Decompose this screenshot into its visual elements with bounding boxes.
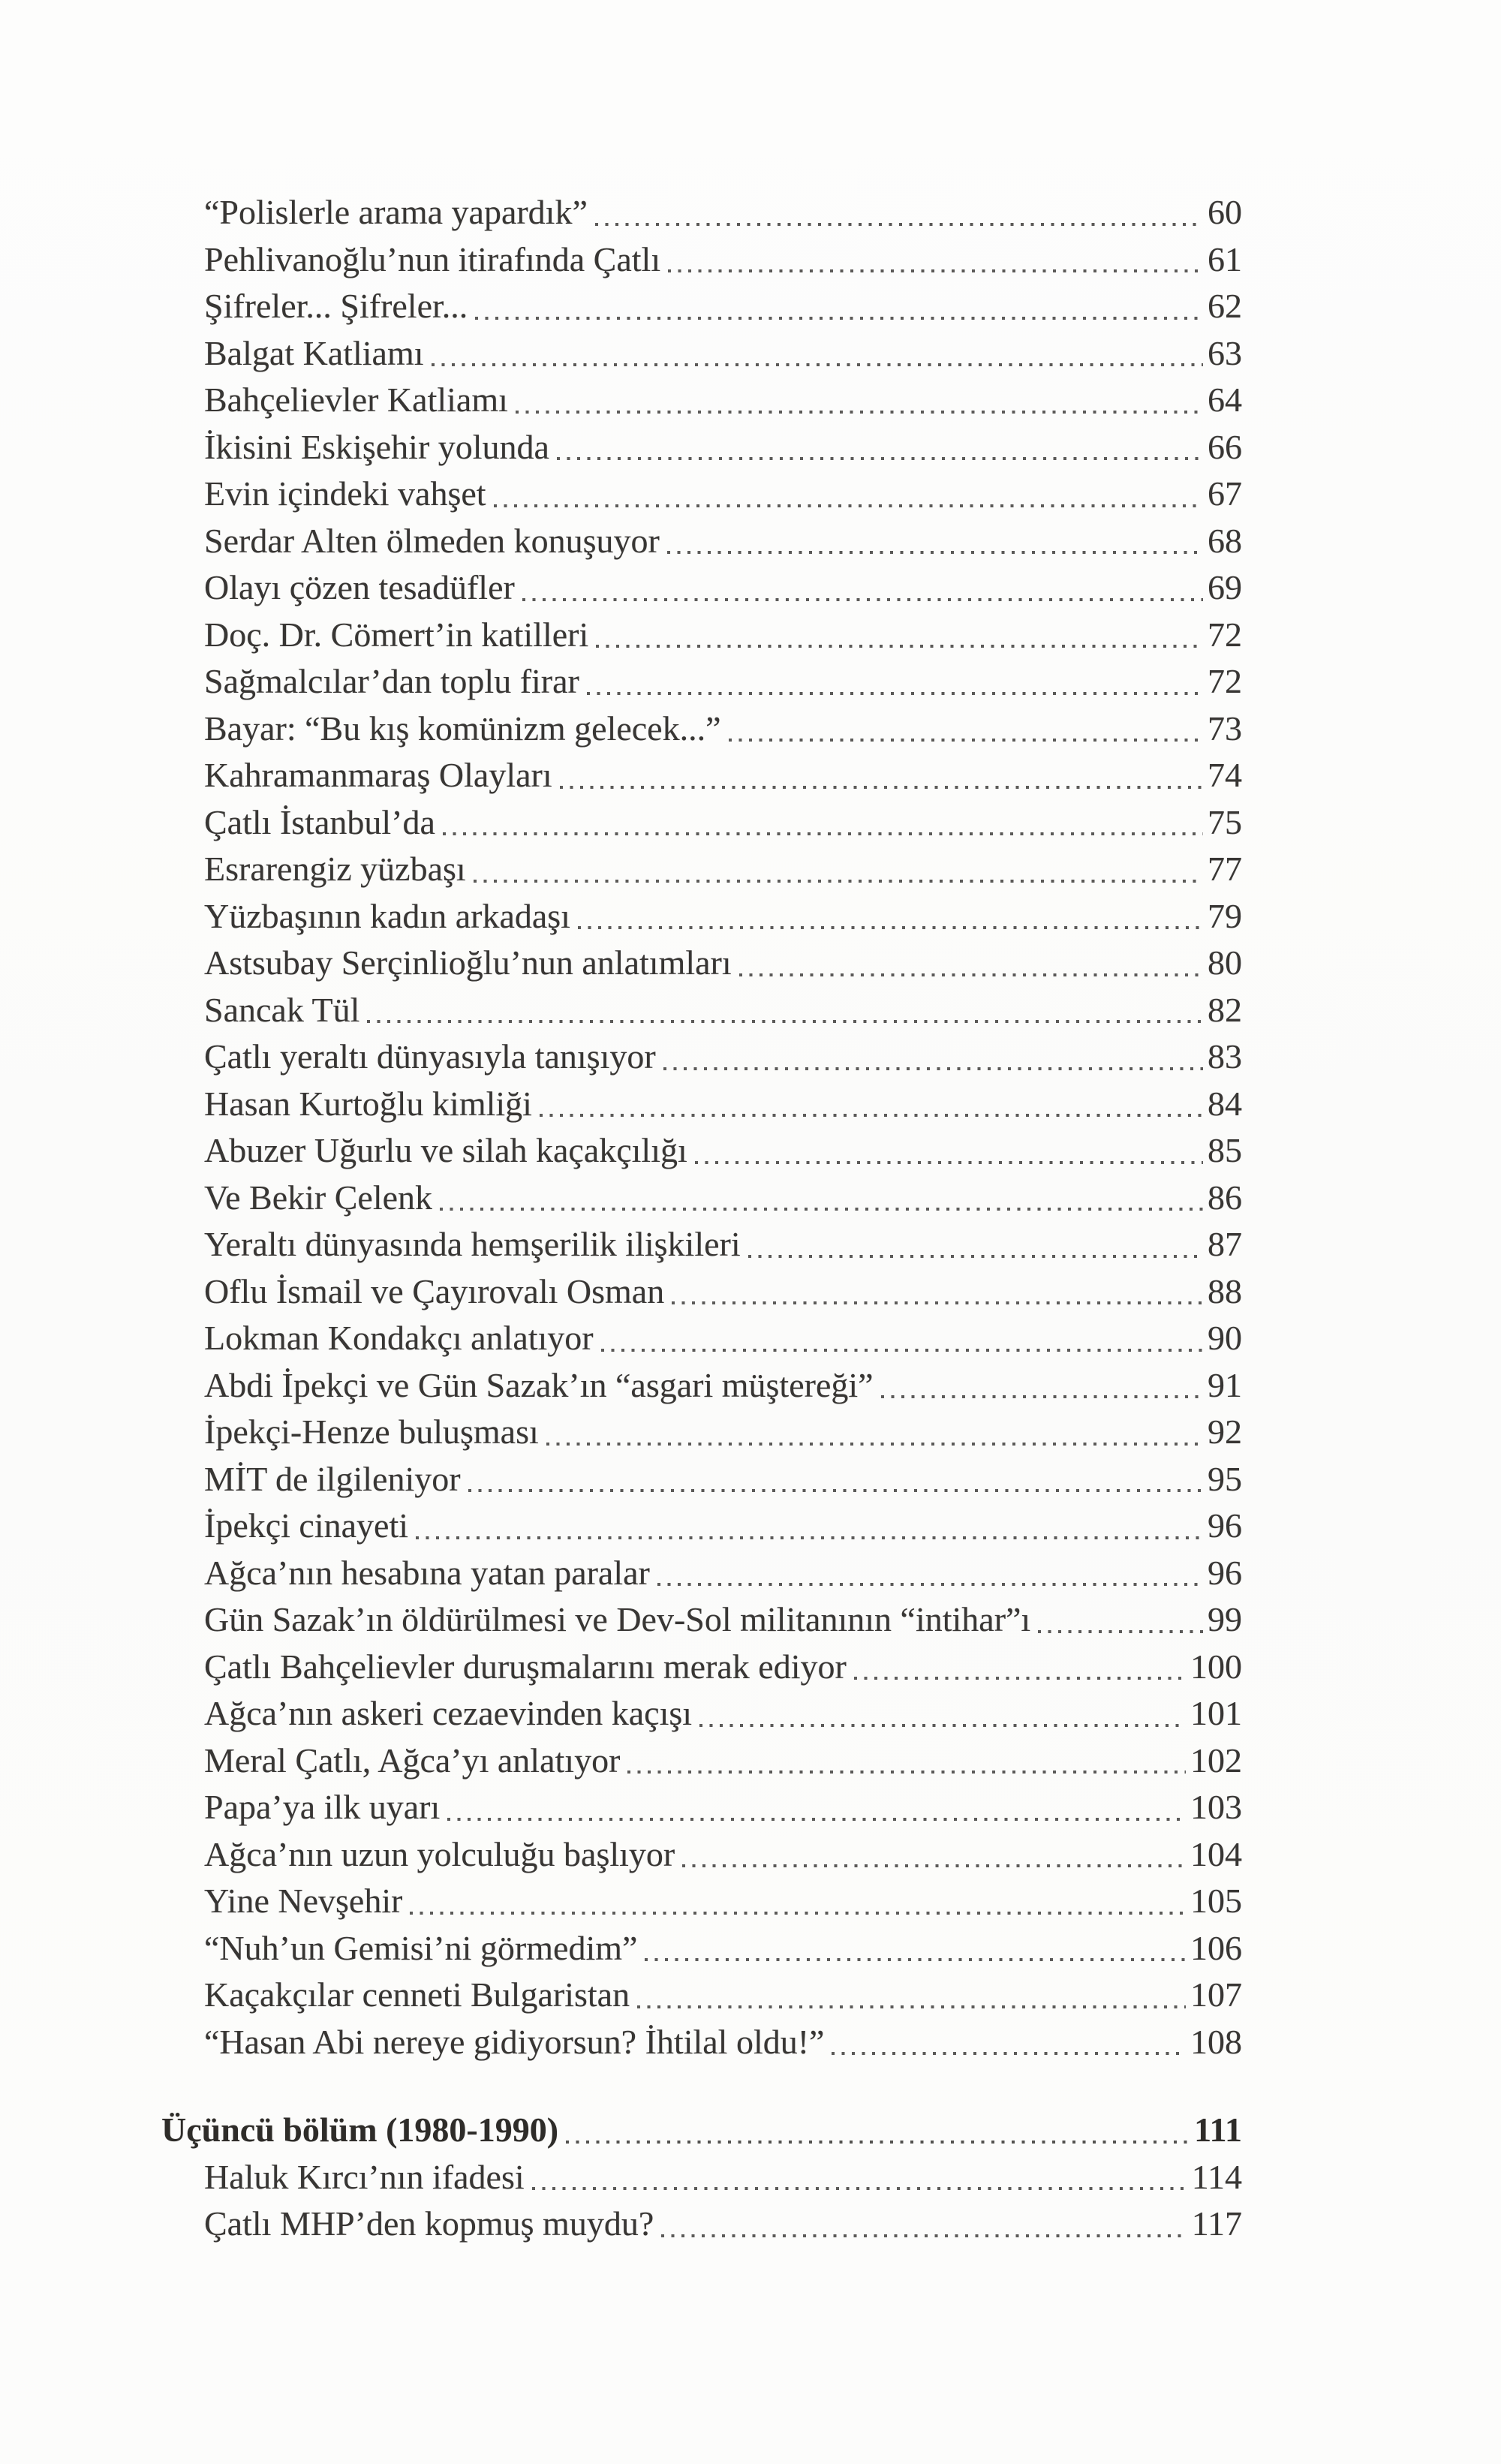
toc-entry-page: 72 <box>1208 615 1242 654</box>
toc-entry <box>161 2154 1242 2201</box>
dot-leader <box>410 1912 1186 1915</box>
toc-entry <box>161 706 1242 753</box>
dot-leader <box>748 1255 1203 1258</box>
toc-entry-title: Bayar: “Bu kış komünizm gelecek...” <box>204 709 721 748</box>
toc-entry-page: 103 <box>1190 1788 1242 1826</box>
toc-entry <box>161 846 1242 893</box>
toc-entry-page: 86 <box>1208 1178 1242 1217</box>
dot-leader <box>540 1114 1203 1117</box>
toc-entry-page: 61 <box>1208 239 1242 278</box>
toc-entry <box>161 471 1242 518</box>
dot-leader <box>667 551 1203 554</box>
dot-leader <box>516 411 1203 414</box>
dot-leader <box>432 363 1203 366</box>
toc-entry <box>161 1503 1242 1550</box>
toc-entry-title: Kahramanmaraş Olayları <box>204 756 552 794</box>
toc-entry-page: 92 <box>1208 1413 1242 1451</box>
toc-entry-title: Bahçelievler Katliamı <box>204 381 508 419</box>
toc-entry-title: Serdar Alten ölmeden konuşuyor <box>204 521 660 560</box>
toc-entry-title: MİT de ilgileniyor <box>204 1459 461 1498</box>
toc-entry <box>161 1456 1242 1503</box>
dot-leader <box>367 1020 1203 1023</box>
toc-entry-title: Çatlı yeraltı dünyasıyla tanışıyor <box>204 1037 656 1076</box>
toc-entry <box>161 377 1242 424</box>
toc-entry-title: Evin içindeki vahşet <box>204 474 486 513</box>
toc-entry <box>161 1644 1242 1691</box>
dot-leader <box>546 1443 1203 1446</box>
toc-entry <box>161 612 1242 659</box>
dot-leader <box>657 1583 1203 1586</box>
toc-entry-page: 101 <box>1190 1694 1242 1732</box>
toc-entry-page: 79 <box>1208 896 1242 935</box>
toc-entry-page: 87 <box>1208 1225 1242 1263</box>
toc-entry-page: 66 <box>1208 427 1242 466</box>
dot-leader <box>627 1771 1186 1774</box>
dot-leader <box>595 223 1203 226</box>
toc-entry-title: Çatlı Bahçelievler duruşmalarını merak ediyor <box>204 1647 847 1686</box>
toc-entry-page: 69 <box>1208 568 1242 606</box>
toc-entry <box>161 1081 1242 1128</box>
toc-entry-page: 117 <box>1191 2204 1242 2243</box>
toc-entry-title: Doç. Dr. Cömert’in katilleri <box>204 615 589 654</box>
toc-entry-title: Çatlı MHP’den kopmuş muydu? <box>204 2204 654 2243</box>
toc-section-title: Üçüncü bölüm (1980-1990) <box>161 2110 559 2149</box>
toc-entry <box>161 987 1242 1034</box>
toc-entry <box>161 893 1242 940</box>
dot-leader <box>587 692 1203 695</box>
toc-entry-page: 64 <box>1208 381 1242 419</box>
toc-entry-page: 105 <box>1190 1882 1242 1920</box>
dot-leader <box>416 1536 1203 1539</box>
toc-entry <box>161 1925 1242 1972</box>
toc-entry-page: 73 <box>1208 709 1242 748</box>
toc-entry-page: 96 <box>1208 1553 1242 1592</box>
toc-entry <box>161 236 1242 284</box>
toc-entry <box>161 1972 1242 2019</box>
toc-entry-title: Ağca’nın uzun yolculuğu başlıyor <box>204 1834 675 1873</box>
toc-entry <box>161 1737 1242 1785</box>
toc-entry-page: 106 <box>1190 1928 1242 1967</box>
dot-leader <box>661 2234 1187 2237</box>
toc-entry <box>161 1127 1242 1175</box>
toc-entry-page: 68 <box>1208 521 1242 560</box>
toc-entry-title: Olayı çözen tesadüfler <box>204 568 515 606</box>
dot-leader <box>739 973 1203 976</box>
toc-entry <box>161 424 1242 471</box>
toc-entry <box>161 283 1242 330</box>
toc-entry <box>161 2019 1242 2066</box>
dot-leader <box>532 2187 1187 2190</box>
dot-leader <box>522 598 1203 601</box>
dot-leader <box>440 1208 1203 1211</box>
toc-entry-page: 90 <box>1208 1319 1242 1357</box>
toc-entry-title: Gün Sazak’ın öldürülmesi ve Dev-Sol militanının “intihar”ı <box>204 1600 1031 1638</box>
toc-entry <box>161 1690 1242 1737</box>
toc-entry-title: Pehlivanoğlu’nun itirafında Çatlı <box>204 239 661 278</box>
toc-entry-title: İpekçi-Henze buluşması <box>204 1413 539 1451</box>
toc-entry <box>161 1315 1242 1362</box>
toc-entry <box>161 799 1242 847</box>
dot-leader <box>881 1395 1203 1398</box>
dot-leader <box>663 1067 1203 1070</box>
toc-entry-title: Yüzbaşının kadın arkadaşı <box>204 896 570 935</box>
toc-entry-page: 83 <box>1208 1037 1242 1076</box>
toc-entry-page: 84 <box>1208 1084 1242 1123</box>
toc-entry-title: “Nuh’un Gemisi’ni görmedim” <box>204 1928 638 1967</box>
toc-entry <box>161 1033 1242 1081</box>
toc-entry-title: Astsubay Serçinlioğlu’nun anlatımları <box>204 943 732 982</box>
table-of-contents <box>161 189 1242 2248</box>
toc-entry-page: 62 <box>1208 287 1242 325</box>
dot-leader <box>699 1724 1186 1727</box>
dot-leader <box>560 786 1203 789</box>
toc-entry <box>161 518 1242 565</box>
toc-entry-page: 77 <box>1208 850 1242 888</box>
toc-entry-page: 85 <box>1208 1131 1242 1169</box>
toc-entry-page: 80 <box>1208 943 1242 982</box>
dot-leader <box>474 880 1203 883</box>
toc-entry-title: Yine Nevşehir <box>204 1882 403 1920</box>
dot-leader <box>854 1677 1186 1680</box>
toc-entry-page: 107 <box>1190 1975 1242 2014</box>
toc-entry-title: Meral Çatlı, Ağca’yı anlatıyor <box>204 1740 621 1780</box>
dot-leader <box>695 1161 1203 1164</box>
dot-leader <box>566 2141 1190 2144</box>
toc-entry-title: Balgat Katliamı <box>204 333 424 372</box>
toc-entry <box>161 330 1242 378</box>
toc-entry-page: 60 <box>1208 193 1242 231</box>
toc-section-page: 111 <box>1194 2110 1242 2149</box>
toc-entry-title: Sağmalcılar’dan toplu firar <box>204 662 579 700</box>
toc-entry-title: Kaçakçılar cenneti Bulgaristan <box>204 1975 630 2014</box>
toc-entry-title: Yeraltı dünyasında hemşerilik ilişkileri <box>204 1225 741 1263</box>
dot-leader <box>475 317 1203 320</box>
toc-entry-page: 63 <box>1208 333 1242 372</box>
toc-entry <box>161 1878 1242 1925</box>
toc-entry-page: 95 <box>1208 1459 1242 1498</box>
dot-leader <box>578 926 1203 929</box>
toc-entry-title: İpekçi cinayeti <box>204 1506 409 1545</box>
dot-leader <box>1038 1630 1203 1633</box>
toc-entry-title: Ve Bekir Çelenk <box>204 1178 433 1217</box>
toc-entry <box>161 1175 1242 1222</box>
dot-leader <box>682 1864 1186 1867</box>
toc-entry-title: Papa’ya ilk uyarı <box>204 1788 441 1826</box>
dot-leader <box>557 457 1203 460</box>
toc-entry <box>161 1596 1242 1644</box>
toc-entry-page: 88 <box>1208 1271 1242 1310</box>
toc-entry-page: 99 <box>1208 1600 1242 1638</box>
dot-leader <box>494 504 1203 507</box>
toc-entry-title: Ağca’nın hesabına yatan paralar <box>204 1553 650 1592</box>
toc-entry <box>161 1409 1242 1456</box>
dot-leader <box>645 1958 1186 1961</box>
toc-entry-page: 96 <box>1208 1506 1242 1545</box>
dot-leader <box>468 1489 1203 1492</box>
toc-entry-page: 74 <box>1208 756 1242 794</box>
toc-entry <box>161 1268 1242 1316</box>
toc-entry <box>161 189 1242 236</box>
toc-entry-title: Sancak Tül <box>204 990 360 1029</box>
toc-entry-title: İkisini Eskişehir yolunda <box>204 427 549 466</box>
dot-leader <box>596 645 1203 648</box>
toc-entry <box>161 2201 1242 2248</box>
toc-entry-page: 82 <box>1208 990 1242 1029</box>
toc-entry-title: Hasan Kurtoğlu kimliği <box>204 1084 532 1123</box>
toc-entry-page: 114 <box>1191 2157 1242 2196</box>
toc-entry-page: 72 <box>1208 662 1242 700</box>
toc-entry-page: 67 <box>1208 474 1242 513</box>
toc-entry-title: Esrarengiz yüzbaşı <box>204 850 466 888</box>
toc-entry <box>161 1362 1242 1410</box>
dot-leader <box>672 1301 1203 1304</box>
dot-leader <box>832 2052 1186 2055</box>
toc-entry-title: “Hasan Abi nereye gidiyorsun? İhtilal oldu!” <box>204 2022 825 2061</box>
toc-entry <box>161 752 1242 799</box>
toc-entry-page: 108 <box>1190 2022 1242 2061</box>
toc-entry-title: Haluk Kırcı’nın ifadesi <box>204 2157 525 2196</box>
toc-entry <box>161 1784 1242 1831</box>
toc-entry-title: Çatlı İstanbul’da <box>204 802 435 841</box>
toc-section-heading <box>161 2107 1242 2154</box>
toc-entry-page: 102 <box>1190 1740 1242 1780</box>
toc-entry-page: 100 <box>1190 1647 1242 1686</box>
toc-entry <box>161 658 1242 706</box>
toc-entry-title: Abuzer Uğurlu ve silah kaçakçılığı <box>204 1131 687 1169</box>
dot-leader <box>443 832 1203 835</box>
dot-leader <box>729 739 1203 742</box>
toc-entry-title: Şifreler... Şifreler... <box>204 287 468 325</box>
toc-entry-title: Ağca’nın askeri cezaevinden kaçışı <box>204 1694 693 1732</box>
dot-leader <box>601 1349 1203 1352</box>
toc-entry-title: Oflu İsmail ve Çayırovalı Osman <box>204 1271 665 1310</box>
toc-entry <box>161 564 1242 612</box>
toc-entry <box>161 940 1242 987</box>
toc-entry-page: 75 <box>1208 802 1242 841</box>
dot-leader <box>668 269 1203 272</box>
toc-entry <box>161 1831 1242 1879</box>
dot-leader <box>447 1818 1186 1821</box>
toc-entry-title: Abdi İpekçi ve Gün Sazak’ın “asgari müştereği” <box>204 1365 874 1404</box>
toc-entry-title: Lokman Kondakçı anlatıyor <box>204 1319 594 1357</box>
toc-entry-title: “Polislerle arama yapardık” <box>204 193 588 231</box>
toc-entry <box>161 1221 1242 1268</box>
dot-leader <box>637 2005 1186 2008</box>
toc-entry-page: 91 <box>1208 1365 1242 1404</box>
toc-entry <box>161 1550 1242 1597</box>
toc-entry-page: 104 <box>1190 1834 1242 1873</box>
